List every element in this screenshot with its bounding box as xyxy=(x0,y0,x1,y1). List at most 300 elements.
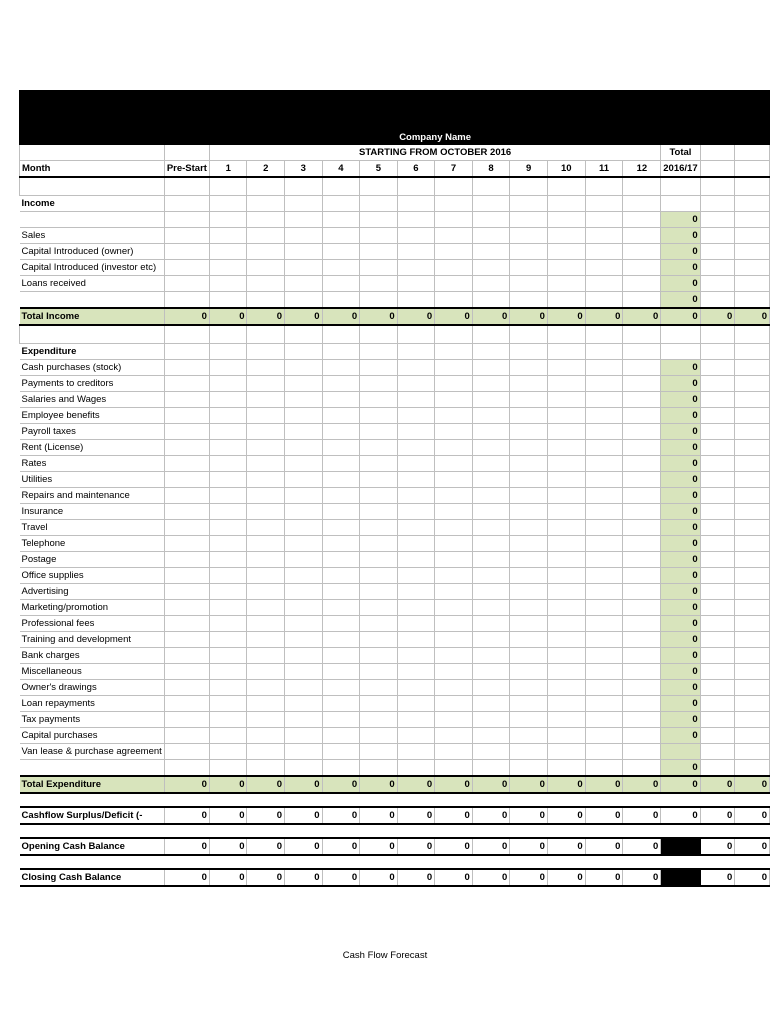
data-cell[interactable] xyxy=(247,276,285,292)
data-cell[interactable] xyxy=(585,664,623,680)
data-cell[interactable] xyxy=(164,360,209,376)
data-cell[interactable] xyxy=(623,408,661,424)
data-cell[interactable] xyxy=(247,680,285,696)
data-cell[interactable] xyxy=(397,632,435,648)
data-cell[interactable] xyxy=(547,244,585,260)
data-cell[interactable] xyxy=(285,712,323,728)
data-cell[interactable] xyxy=(209,376,247,392)
data-cell[interactable] xyxy=(472,376,510,392)
data-cell[interactable] xyxy=(247,712,285,728)
data-cell[interactable] xyxy=(585,728,623,744)
data-cell[interactable] xyxy=(547,616,585,632)
data-cell[interactable] xyxy=(285,228,323,244)
data-cell[interactable] xyxy=(360,292,398,309)
data-cell[interactable] xyxy=(585,744,623,760)
data-cell[interactable] xyxy=(209,616,247,632)
data-cell[interactable] xyxy=(322,440,360,456)
data-cell[interactable] xyxy=(510,712,548,728)
data-cell[interactable] xyxy=(285,212,323,228)
data-cell[interactable] xyxy=(435,440,473,456)
data-cell[interactable] xyxy=(623,504,661,520)
data-cell[interactable] xyxy=(585,244,623,260)
data-cell[interactable] xyxy=(623,616,661,632)
data-cell[interactable] xyxy=(435,408,473,424)
data-cell[interactable] xyxy=(209,408,247,424)
data-cell[interactable] xyxy=(209,360,247,376)
data-cell[interactable] xyxy=(322,292,360,309)
data-cell[interactable] xyxy=(585,568,623,584)
data-cell[interactable] xyxy=(547,260,585,276)
data-cell[interactable] xyxy=(510,488,548,504)
data-cell[interactable] xyxy=(510,260,548,276)
data-cell[interactable] xyxy=(164,632,209,648)
data-cell[interactable] xyxy=(209,260,247,276)
data-cell[interactable] xyxy=(247,408,285,424)
data-cell[interactable] xyxy=(585,760,623,777)
data-cell[interactable] xyxy=(585,520,623,536)
data-cell[interactable] xyxy=(360,376,398,392)
data-cell[interactable] xyxy=(247,536,285,552)
data-cell[interactable] xyxy=(397,616,435,632)
data-cell[interactable] xyxy=(547,760,585,777)
data-cell[interactable] xyxy=(585,212,623,228)
data-cell[interactable] xyxy=(397,584,435,600)
data-cell[interactable] xyxy=(322,696,360,712)
data-cell[interactable] xyxy=(435,424,473,440)
data-cell[interactable] xyxy=(164,600,209,616)
data-cell[interactable] xyxy=(322,664,360,680)
data-cell[interactable] xyxy=(623,360,661,376)
data-cell[interactable] xyxy=(247,520,285,536)
data-cell[interactable] xyxy=(322,600,360,616)
data-cell[interactable] xyxy=(623,600,661,616)
data-cell[interactable] xyxy=(285,260,323,276)
data-cell[interactable] xyxy=(164,648,209,664)
data-cell[interactable] xyxy=(547,276,585,292)
data-cell[interactable] xyxy=(247,584,285,600)
data-cell[interactable] xyxy=(209,456,247,472)
data-cell[interactable] xyxy=(247,376,285,392)
data-cell[interactable] xyxy=(397,456,435,472)
data-cell[interactable] xyxy=(547,536,585,552)
data-cell[interactable] xyxy=(547,488,585,504)
data-cell[interactable] xyxy=(285,408,323,424)
data-cell[interactable] xyxy=(322,456,360,472)
data-cell[interactable] xyxy=(435,696,473,712)
data-cell[interactable] xyxy=(435,648,473,664)
data-cell[interactable] xyxy=(510,472,548,488)
data-cell[interactable] xyxy=(285,536,323,552)
data-cell[interactable] xyxy=(247,488,285,504)
data-cell[interactable] xyxy=(247,360,285,376)
data-cell[interactable] xyxy=(510,616,548,632)
data-cell[interactable] xyxy=(397,472,435,488)
data-cell[interactable] xyxy=(547,424,585,440)
data-cell[interactable] xyxy=(164,680,209,696)
data-cell[interactable] xyxy=(209,728,247,744)
data-cell[interactable] xyxy=(435,600,473,616)
data-cell[interactable] xyxy=(285,568,323,584)
data-cell[interactable] xyxy=(623,552,661,568)
data-cell[interactable] xyxy=(510,212,548,228)
data-cell[interactable] xyxy=(397,568,435,584)
data-cell[interactable] xyxy=(623,456,661,472)
data-cell[interactable] xyxy=(623,228,661,244)
data-cell[interactable] xyxy=(435,504,473,520)
data-cell[interactable] xyxy=(472,292,510,309)
data-cell[interactable] xyxy=(547,520,585,536)
data-cell[interactable] xyxy=(360,488,398,504)
data-cell[interactable] xyxy=(397,228,435,244)
data-cell[interactable] xyxy=(623,472,661,488)
data-cell[interactable] xyxy=(435,632,473,648)
data-cell[interactable] xyxy=(472,712,510,728)
data-cell[interactable] xyxy=(322,212,360,228)
data-cell[interactable] xyxy=(435,616,473,632)
data-cell[interactable] xyxy=(164,472,209,488)
data-cell[interactable] xyxy=(209,568,247,584)
data-cell[interactable] xyxy=(397,488,435,504)
data-cell[interactable] xyxy=(472,680,510,696)
data-cell[interactable] xyxy=(397,680,435,696)
data-cell[interactable] xyxy=(435,488,473,504)
data-cell[interactable] xyxy=(435,536,473,552)
data-cell[interactable] xyxy=(164,552,209,568)
data-cell[interactable] xyxy=(435,584,473,600)
data-cell[interactable] xyxy=(585,376,623,392)
data-cell[interactable] xyxy=(585,408,623,424)
data-cell[interactable] xyxy=(285,696,323,712)
data-cell[interactable] xyxy=(209,744,247,760)
data-cell[interactable] xyxy=(472,744,510,760)
data-cell[interactable] xyxy=(285,440,323,456)
data-cell[interactable] xyxy=(322,648,360,664)
data-cell[interactable] xyxy=(247,456,285,472)
data-cell[interactable] xyxy=(623,760,661,777)
data-cell[interactable] xyxy=(285,616,323,632)
data-cell[interactable] xyxy=(164,536,209,552)
data-cell[interactable] xyxy=(360,212,398,228)
data-cell[interactable] xyxy=(285,728,323,744)
data-cell[interactable] xyxy=(322,276,360,292)
data-cell[interactable] xyxy=(285,472,323,488)
data-cell[interactable] xyxy=(435,680,473,696)
data-cell[interactable] xyxy=(164,376,209,392)
data-cell[interactable] xyxy=(510,536,548,552)
data-cell[interactable] xyxy=(360,504,398,520)
data-cell[interactable] xyxy=(547,680,585,696)
data-cell[interactable] xyxy=(360,424,398,440)
data-cell[interactable] xyxy=(209,600,247,616)
data-cell[interactable] xyxy=(164,728,209,744)
data-cell[interactable] xyxy=(322,536,360,552)
data-cell[interactable] xyxy=(209,212,247,228)
data-cell[interactable] xyxy=(397,408,435,424)
data-cell[interactable] xyxy=(247,260,285,276)
data-cell[interactable] xyxy=(547,744,585,760)
data-cell[interactable] xyxy=(164,616,209,632)
data-cell[interactable] xyxy=(247,424,285,440)
data-cell[interactable] xyxy=(285,648,323,664)
data-cell[interactable] xyxy=(547,212,585,228)
data-cell[interactable] xyxy=(360,696,398,712)
data-cell[interactable] xyxy=(397,664,435,680)
data-cell[interactable] xyxy=(435,228,473,244)
data-cell[interactable] xyxy=(435,276,473,292)
data-cell[interactable] xyxy=(209,680,247,696)
data-cell[interactable] xyxy=(623,584,661,600)
data-cell[interactable] xyxy=(510,228,548,244)
data-cell[interactable] xyxy=(472,408,510,424)
data-cell[interactable] xyxy=(623,440,661,456)
data-cell[interactable] xyxy=(285,664,323,680)
data-cell[interactable] xyxy=(285,744,323,760)
data-cell[interactable] xyxy=(435,552,473,568)
data-cell[interactable] xyxy=(623,632,661,648)
data-cell[interactable] xyxy=(285,488,323,504)
data-cell[interactable] xyxy=(322,244,360,260)
data-cell[interactable] xyxy=(209,552,247,568)
data-cell[interactable] xyxy=(435,244,473,260)
data-cell[interactable] xyxy=(360,632,398,648)
data-cell[interactable] xyxy=(209,536,247,552)
data-cell[interactable] xyxy=(164,568,209,584)
data-cell[interactable] xyxy=(322,360,360,376)
data-cell[interactable] xyxy=(623,260,661,276)
data-cell[interactable] xyxy=(435,392,473,408)
data-cell[interactable] xyxy=(209,520,247,536)
data-cell[interactable] xyxy=(623,648,661,664)
data-cell[interactable] xyxy=(322,376,360,392)
data-cell[interactable] xyxy=(247,568,285,584)
data-cell[interactable] xyxy=(435,360,473,376)
data-cell[interactable] xyxy=(209,664,247,680)
data-cell[interactable] xyxy=(472,440,510,456)
data-cell[interactable] xyxy=(360,648,398,664)
data-cell[interactable] xyxy=(360,728,398,744)
data-cell[interactable] xyxy=(547,292,585,309)
data-cell[interactable] xyxy=(360,552,398,568)
data-cell[interactable] xyxy=(322,616,360,632)
data-cell[interactable] xyxy=(247,392,285,408)
data-cell[interactable] xyxy=(209,504,247,520)
data-cell[interactable] xyxy=(472,228,510,244)
data-cell[interactable] xyxy=(164,696,209,712)
data-cell[interactable] xyxy=(360,472,398,488)
data-cell[interactable] xyxy=(247,552,285,568)
data-cell[interactable] xyxy=(322,760,360,777)
data-cell[interactable] xyxy=(164,744,209,760)
data-cell[interactable] xyxy=(360,360,398,376)
data-cell[interactable] xyxy=(585,392,623,408)
data-cell[interactable] xyxy=(360,568,398,584)
data-cell[interactable] xyxy=(472,632,510,648)
data-cell[interactable] xyxy=(209,472,247,488)
data-cell[interactable] xyxy=(247,504,285,520)
data-cell[interactable] xyxy=(510,600,548,616)
data-cell[interactable] xyxy=(472,360,510,376)
data-cell[interactable] xyxy=(547,440,585,456)
data-cell[interactable] xyxy=(472,392,510,408)
data-cell[interactable] xyxy=(547,408,585,424)
data-cell[interactable] xyxy=(547,632,585,648)
data-cell[interactable] xyxy=(285,392,323,408)
data-cell[interactable] xyxy=(435,292,473,309)
data-cell[interactable] xyxy=(209,760,247,777)
data-cell[interactable] xyxy=(285,244,323,260)
data-cell[interactable] xyxy=(164,408,209,424)
data-cell[interactable] xyxy=(209,392,247,408)
data-cell[interactable] xyxy=(322,744,360,760)
data-cell[interactable] xyxy=(285,456,323,472)
data-cell[interactable] xyxy=(247,760,285,777)
data-cell[interactable] xyxy=(209,632,247,648)
data-cell[interactable] xyxy=(547,392,585,408)
data-cell[interactable] xyxy=(209,424,247,440)
data-cell[interactable] xyxy=(472,276,510,292)
data-cell[interactable] xyxy=(510,424,548,440)
data-cell[interactable] xyxy=(164,584,209,600)
data-cell[interactable] xyxy=(360,616,398,632)
data-cell[interactable] xyxy=(585,536,623,552)
data-cell[interactable] xyxy=(209,440,247,456)
data-cell[interactable] xyxy=(435,456,473,472)
data-cell[interactable] xyxy=(472,536,510,552)
data-cell[interactable] xyxy=(435,520,473,536)
data-cell[interactable] xyxy=(285,760,323,777)
data-cell[interactable] xyxy=(547,456,585,472)
data-cell[interactable] xyxy=(435,744,473,760)
data-cell[interactable] xyxy=(397,696,435,712)
data-cell[interactable] xyxy=(435,664,473,680)
data-cell[interactable] xyxy=(322,504,360,520)
data-cell[interactable] xyxy=(247,244,285,260)
data-cell[interactable] xyxy=(247,292,285,309)
data-cell[interactable] xyxy=(209,696,247,712)
data-cell[interactable] xyxy=(585,456,623,472)
data-cell[interactable] xyxy=(585,228,623,244)
data-cell[interactable] xyxy=(360,276,398,292)
data-cell[interactable] xyxy=(585,584,623,600)
data-cell[interactable] xyxy=(435,260,473,276)
data-cell[interactable] xyxy=(397,504,435,520)
data-cell[interactable] xyxy=(435,212,473,228)
data-cell[interactable] xyxy=(285,292,323,309)
data-cell[interactable] xyxy=(585,260,623,276)
data-cell[interactable] xyxy=(360,260,398,276)
data-cell[interactable] xyxy=(397,260,435,276)
data-cell[interactable] xyxy=(547,584,585,600)
data-cell[interactable] xyxy=(510,696,548,712)
data-cell[interactable] xyxy=(360,456,398,472)
data-cell[interactable] xyxy=(397,276,435,292)
data-cell[interactable] xyxy=(510,680,548,696)
data-cell[interactable] xyxy=(547,664,585,680)
data-cell[interactable] xyxy=(472,456,510,472)
data-cell[interactable] xyxy=(360,664,398,680)
data-cell[interactable] xyxy=(623,744,661,760)
data-cell[interactable] xyxy=(322,488,360,504)
data-cell[interactable] xyxy=(510,392,548,408)
data-cell[interactable] xyxy=(510,648,548,664)
data-cell[interactable] xyxy=(397,760,435,777)
data-cell[interactable] xyxy=(285,520,323,536)
data-cell[interactable] xyxy=(397,728,435,744)
data-cell[interactable] xyxy=(585,552,623,568)
data-cell[interactable] xyxy=(472,664,510,680)
data-cell[interactable] xyxy=(510,584,548,600)
data-cell[interactable] xyxy=(472,568,510,584)
data-cell[interactable] xyxy=(510,568,548,584)
data-cell[interactable] xyxy=(472,584,510,600)
data-cell[interactable] xyxy=(247,632,285,648)
data-cell[interactable] xyxy=(547,648,585,664)
data-cell[interactable] xyxy=(547,728,585,744)
data-cell[interactable] xyxy=(164,760,209,777)
data-cell[interactable] xyxy=(547,568,585,584)
data-cell[interactable] xyxy=(547,712,585,728)
data-cell[interactable] xyxy=(360,584,398,600)
data-cell[interactable] xyxy=(285,680,323,696)
data-cell[interactable] xyxy=(397,536,435,552)
data-cell[interactable] xyxy=(623,424,661,440)
data-cell[interactable] xyxy=(397,360,435,376)
data-cell[interactable] xyxy=(510,276,548,292)
data-cell[interactable] xyxy=(164,228,209,244)
data-cell[interactable] xyxy=(585,648,623,664)
data-cell[interactable] xyxy=(547,228,585,244)
data-cell[interactable] xyxy=(247,616,285,632)
data-cell[interactable] xyxy=(510,440,548,456)
data-cell[interactable] xyxy=(209,276,247,292)
data-cell[interactable] xyxy=(510,552,548,568)
data-cell[interactable] xyxy=(285,584,323,600)
data-cell[interactable] xyxy=(435,728,473,744)
data-cell[interactable] xyxy=(285,360,323,376)
data-cell[interactable] xyxy=(585,276,623,292)
data-cell[interactable] xyxy=(360,228,398,244)
data-cell[interactable] xyxy=(623,276,661,292)
data-cell[interactable] xyxy=(623,680,661,696)
data-cell[interactable] xyxy=(510,632,548,648)
data-cell[interactable] xyxy=(164,392,209,408)
data-cell[interactable] xyxy=(397,600,435,616)
data-cell[interactable] xyxy=(585,440,623,456)
data-cell[interactable] xyxy=(164,504,209,520)
data-cell[interactable] xyxy=(397,552,435,568)
data-cell[interactable] xyxy=(285,552,323,568)
data-cell[interactable] xyxy=(472,244,510,260)
data-cell[interactable] xyxy=(397,212,435,228)
data-cell[interactable] xyxy=(585,696,623,712)
data-cell[interactable] xyxy=(510,664,548,680)
data-cell[interactable] xyxy=(397,712,435,728)
data-cell[interactable] xyxy=(322,228,360,244)
data-cell[interactable] xyxy=(510,456,548,472)
data-cell[interactable] xyxy=(322,520,360,536)
data-cell[interactable] xyxy=(360,244,398,260)
data-cell[interactable] xyxy=(435,472,473,488)
data-cell[interactable] xyxy=(285,632,323,648)
data-cell[interactable] xyxy=(472,424,510,440)
data-cell[interactable] xyxy=(510,520,548,536)
data-cell[interactable] xyxy=(585,360,623,376)
data-cell[interactable] xyxy=(510,728,548,744)
data-cell[interactable] xyxy=(547,504,585,520)
data-cell[interactable] xyxy=(247,728,285,744)
data-cell[interactable] xyxy=(247,664,285,680)
data-cell[interactable] xyxy=(322,472,360,488)
